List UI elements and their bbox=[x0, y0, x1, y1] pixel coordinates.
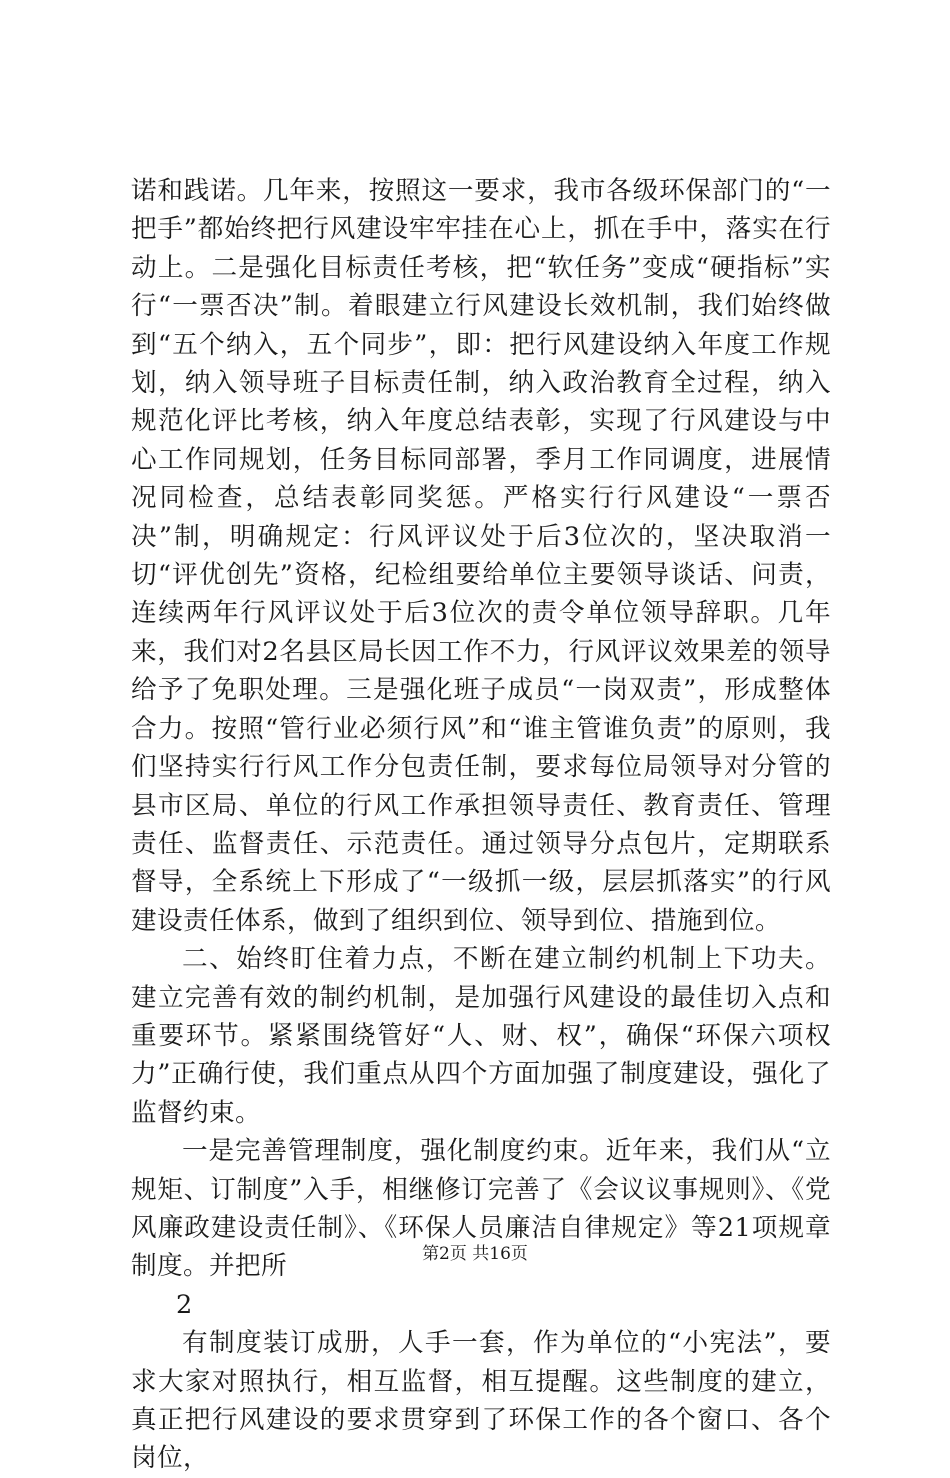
paragraph-2: 二、始终盯住着力点，不断在建立制约机制上下功夫。建立完善有效的制约机制，是加强行风建设的最佳切入点和重要环节。紧紧围绕管好“人、财、权”，确保“环保六项权力”正确行使，我们重点从四个方面加强了制度建设，强化了监督约束。 bbox=[131, 944, 831, 1128]
page-footer: 第2页 共16页 bbox=[422, 1244, 528, 1264]
paragraph-4: 有制度装订成册，人手一套，作为单位的“小宪法”，要求大家对照执行，相互监督，相互提醒。这些制度的建立，真正把行风建设的要求贯穿到了环保工作的各个窗口、各个岗位， bbox=[131, 1328, 831, 1474]
document-body bbox=[131, 172, 831, 1478]
paragraph-3: 一是完善管理制度，强化制度约束。近年来，我们从“立规矩、订制度”入手，相继修订完善了《会议议事规则》、《党风廉政建设责任制》、《环保人员廉洁自律规定》等21项规章制度。并把所 bbox=[131, 1136, 831, 1282]
paragraph-1: 诺和践诺。几年来，按照这一要求，我市各级环保部门的“一把手”都始终把行风建设牢牢挂在心上，抓在手中，落实在行动上。二是强化目标责任考核，把“软任务”变成“硬指标”实行“一票否决”制。着眼建立行风建设长效机制，我们始终做到“五个纳入，五个同步”，即：把行风建设纳入年度工作规划，纳入领导班子目标责任制，纳入政治教育全过程，纳入规范化评比考核，纳入年度总结表彰，实现了行风建设与中心工作同规划，任务目标同部署，季月工作同调度，进展情况同检查，总结表彰同奖惩。严格实行行风建设“一票否决”制，明确规定：行风评议处于后3位次的，坚决取消一切“评优创先”资格，纪检组要给单位主要领导谈话、问责，连续两年行风评议处于后3位次的责令单位领导辞职。几年来，我们对2名县区局长因工作不力，行风评议效果差的领导给予了免职处理。三是强化班子成员“一岗双责”，形成整体合力。按照“管行业必须行风”和“谁主管谁负责”的原则，我们坚持实行行风工作分包责任制，要求每位局领导对分管的县市区局、单位的行风工作承担领导责任、教育责任、管理责任、监督责任、示范责任。通过领导分点包片，定期联系督导，全系统上下形成了“一级抓一级，层层抓落实”的行风建设责任体系，做到了组织到位、领导到位、措施到位。 bbox=[131, 176, 831, 936]
inline-page-number: 2 bbox=[176, 1289, 193, 1320]
